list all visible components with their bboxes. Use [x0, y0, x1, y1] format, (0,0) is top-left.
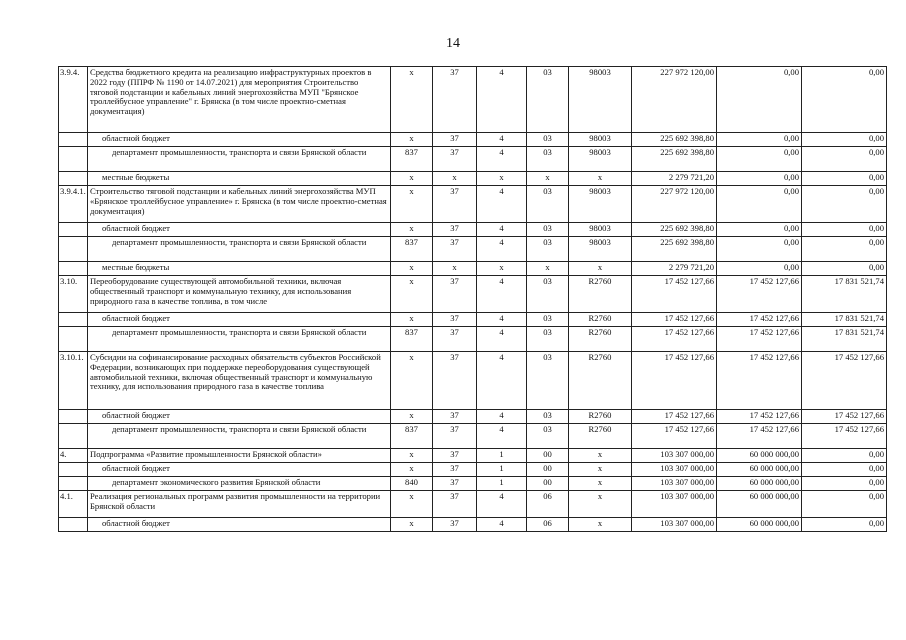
code-event: 00 — [527, 477, 569, 491]
code-gp: х — [391, 313, 433, 327]
code-direction: R2760 — [569, 276, 632, 313]
row-number — [59, 262, 88, 276]
value-year-2: 60 000 000,00 — [717, 491, 802, 518]
row-name: местные бюджеты — [88, 172, 391, 186]
value-year-3: 0,00 — [802, 463, 887, 477]
row-name: областной бюджет — [88, 463, 391, 477]
value-year-2: 17 452 127,66 — [717, 313, 802, 327]
row-number — [59, 223, 88, 237]
code-program: 37 — [433, 477, 477, 491]
code-subprogram: 1 — [477, 477, 527, 491]
value-year-1: 17 452 127,66 — [632, 313, 717, 327]
table-row — [59, 223, 887, 237]
value-year-1: 17 452 127,66 — [632, 352, 717, 410]
table-row — [59, 424, 887, 449]
row-name: департамент промышленности, транспорта и связи Брянской области — [88, 237, 391, 262]
value-year-1: 103 307 000,00 — [632, 518, 717, 532]
code-direction: х — [569, 172, 632, 186]
value-year-3: 0,00 — [802, 186, 887, 223]
code-event: 03 — [527, 327, 569, 352]
table-row — [59, 262, 887, 276]
row-number — [59, 147, 88, 172]
code-program: 37 — [433, 410, 477, 424]
row-number: 3.9.4. — [59, 67, 88, 133]
code-event: 06 — [527, 518, 569, 532]
table-row — [59, 449, 887, 463]
row-number — [59, 477, 88, 491]
code-subprogram: 4 — [477, 237, 527, 262]
code-program: 37 — [433, 491, 477, 518]
row-name: Переоборудование существующей автомобильной техники, включая общественный транспорт и коммунальную технику, для использования природного газа в качестве топлива, в том числе — [88, 276, 391, 313]
value-year-3: 0,00 — [802, 477, 887, 491]
code-program: х — [433, 262, 477, 276]
table-row — [59, 67, 887, 133]
value-year-3: 0,00 — [802, 262, 887, 276]
code-program: 37 — [433, 223, 477, 237]
table-row — [59, 237, 887, 262]
value-year-1: 225 692 398,80 — [632, 223, 717, 237]
table-row — [59, 133, 887, 147]
code-gp: х — [391, 223, 433, 237]
code-direction: х — [569, 477, 632, 491]
value-year-2: 0,00 — [717, 237, 802, 262]
code-gp: х — [391, 410, 433, 424]
code-program: 37 — [433, 424, 477, 449]
value-year-3: 17 831 521,74 — [802, 276, 887, 313]
table-row — [59, 186, 887, 223]
value-year-2: 17 452 127,66 — [717, 410, 802, 424]
code-direction: х — [569, 518, 632, 532]
value-year-2: 17 452 127,66 — [717, 327, 802, 352]
code-subprogram: 4 — [477, 518, 527, 532]
value-year-3: 17 452 127,66 — [802, 352, 887, 410]
row-name: департамент промышленности, транспорта и связи Брянской области — [88, 147, 391, 172]
value-year-2: 0,00 — [717, 67, 802, 133]
value-year-2: 0,00 — [717, 186, 802, 223]
code-gp: х — [391, 449, 433, 463]
value-year-1: 2 279 721,20 — [632, 262, 717, 276]
code-program: 37 — [433, 147, 477, 172]
value-year-3: 17 452 127,66 — [802, 424, 887, 449]
code-program: 37 — [433, 327, 477, 352]
value-year-2: 60 000 000,00 — [717, 477, 802, 491]
code-subprogram: 4 — [477, 424, 527, 449]
code-gp: х — [391, 352, 433, 410]
value-year-3: 0,00 — [802, 449, 887, 463]
code-subprogram: х — [477, 172, 527, 186]
code-direction: 98003 — [569, 133, 632, 147]
code-direction: 98003 — [569, 186, 632, 223]
code-direction: R2760 — [569, 424, 632, 449]
row-number — [59, 463, 88, 477]
code-program: 37 — [433, 463, 477, 477]
value-year-3: 0,00 — [802, 147, 887, 172]
value-year-2: 17 452 127,66 — [717, 424, 802, 449]
value-year-2: 0,00 — [717, 262, 802, 276]
code-event: 03 — [527, 67, 569, 133]
code-gp: х — [391, 186, 433, 223]
code-gp: х — [391, 67, 433, 133]
code-direction: х — [569, 491, 632, 518]
value-year-3: 0,00 — [802, 172, 887, 186]
code-subprogram: 4 — [477, 352, 527, 410]
value-year-3: 0,00 — [802, 237, 887, 262]
value-year-2: 60 000 000,00 — [717, 449, 802, 463]
value-year-2: 17 452 127,66 — [717, 276, 802, 313]
code-event: х — [527, 262, 569, 276]
value-year-1: 225 692 398,80 — [632, 133, 717, 147]
code-gp: х — [391, 133, 433, 147]
code-subprogram: 4 — [477, 67, 527, 133]
value-year-1: 17 452 127,66 — [632, 410, 717, 424]
table-row — [59, 491, 887, 518]
row-name: областной бюджет — [88, 518, 391, 532]
code-program: 37 — [433, 237, 477, 262]
code-event: 03 — [527, 223, 569, 237]
value-year-1: 2 279 721,20 — [632, 172, 717, 186]
code-direction: х — [569, 463, 632, 477]
value-year-1: 17 452 127,66 — [632, 327, 717, 352]
value-year-2: 0,00 — [717, 223, 802, 237]
row-number — [59, 237, 88, 262]
row-name: департамент экономического развития Брянской области — [88, 477, 391, 491]
table-row — [59, 276, 887, 313]
code-event: 03 — [527, 410, 569, 424]
value-year-2: 0,00 — [717, 147, 802, 172]
budget-table — [58, 66, 887, 532]
code-program: 37 — [433, 276, 477, 313]
code-event: 03 — [527, 352, 569, 410]
value-year-3: 17 831 521,74 — [802, 313, 887, 327]
code-direction: 98003 — [569, 67, 632, 133]
code-program: 37 — [433, 186, 477, 223]
row-name: Средства бюджетного кредита на реализацию инфраструктурных проектов в 2022 году (ППРФ № 1190 от 14.07.2021) для мероприятия Строительство тяговой подстанции и кабельных линий энергохозяйства МУП "Брянское троллейбусное управление" г. Брянска (в том числе проектно-сметная документация) — [88, 67, 391, 133]
table-row — [59, 313, 887, 327]
value-year-1: 17 452 127,66 — [632, 424, 717, 449]
code-subprogram: 1 — [477, 449, 527, 463]
table-row — [59, 352, 887, 410]
code-event: 03 — [527, 237, 569, 262]
code-direction: R2760 — [569, 352, 632, 410]
code-direction: 98003 — [569, 237, 632, 262]
value-year-3: 17 452 127,66 — [802, 410, 887, 424]
row-name: Реализация региональных программ развития промышленности на территории Брянской области — [88, 491, 391, 518]
code-direction: 98003 — [569, 223, 632, 237]
code-gp: х — [391, 463, 433, 477]
code-subprogram: 4 — [477, 133, 527, 147]
row-name: департамент промышленности, транспорта и связи Брянской области — [88, 424, 391, 449]
code-program: 37 — [433, 133, 477, 147]
value-year-3: 0,00 — [802, 518, 887, 532]
code-gp: 837 — [391, 327, 433, 352]
code-subprogram: 4 — [477, 186, 527, 223]
row-name: местные бюджеты — [88, 262, 391, 276]
code-gp: х — [391, 491, 433, 518]
table-row — [59, 410, 887, 424]
table-row — [59, 518, 887, 532]
value-year-2: 60 000 000,00 — [717, 518, 802, 532]
row-number — [59, 518, 88, 532]
value-year-1: 227 972 120,00 — [632, 186, 717, 223]
code-event: 03 — [527, 186, 569, 223]
code-program: 37 — [433, 449, 477, 463]
value-year-1: 103 307 000,00 — [632, 477, 717, 491]
row-name: областной бюджет — [88, 313, 391, 327]
code-event: 06 — [527, 491, 569, 518]
row-number: 3.10.1. — [59, 352, 88, 410]
row-name: областной бюджет — [88, 133, 391, 147]
code-program: 37 — [433, 313, 477, 327]
code-subprogram: 4 — [477, 410, 527, 424]
value-year-1: 17 452 127,66 — [632, 276, 717, 313]
value-year-3: 0,00 — [802, 133, 887, 147]
code-subprogram: 4 — [477, 147, 527, 172]
code-gp: х — [391, 262, 433, 276]
code-event: 03 — [527, 424, 569, 449]
code-gp: х — [391, 276, 433, 313]
code-gp: х — [391, 172, 433, 186]
code-event: 03 — [527, 313, 569, 327]
value-year-3: 0,00 — [802, 223, 887, 237]
row-number: 3.9.4.1. — [59, 186, 88, 223]
value-year-1: 225 692 398,80 — [632, 237, 717, 262]
value-year-3: 0,00 — [802, 67, 887, 133]
row-number: 3.10. — [59, 276, 88, 313]
value-year-2: 0,00 — [717, 172, 802, 186]
code-gp: х — [391, 518, 433, 532]
value-year-2: 17 452 127,66 — [717, 352, 802, 410]
code-subprogram: 4 — [477, 313, 527, 327]
table-row — [59, 147, 887, 172]
code-program: 37 — [433, 67, 477, 133]
code-gp: 837 — [391, 237, 433, 262]
row-name: Субсидии на софинансирование расходных обязательств субъектов Российской Федерации, возникающих при поддержке переоборудования существующей автомобильной техники, включая общественный транспорт и коммунальную технику, для использования природного газа в качестве топлива — [88, 352, 391, 410]
value-year-1: 103 307 000,00 — [632, 491, 717, 518]
row-number — [59, 424, 88, 449]
code-direction: х — [569, 262, 632, 276]
value-year-1: 103 307 000,00 — [632, 463, 717, 477]
code-event: 03 — [527, 276, 569, 313]
code-direction: 98003 — [569, 147, 632, 172]
code-event: 00 — [527, 449, 569, 463]
value-year-2: 60 000 000,00 — [717, 463, 802, 477]
code-direction: R2760 — [569, 313, 632, 327]
value-year-1: 225 692 398,80 — [632, 147, 717, 172]
code-gp: 837 — [391, 424, 433, 449]
row-number — [59, 327, 88, 352]
code-subprogram: 4 — [477, 276, 527, 313]
value-year-1: 103 307 000,00 — [632, 449, 717, 463]
code-event: х — [527, 172, 569, 186]
code-direction: R2760 — [569, 327, 632, 352]
table-row — [59, 327, 887, 352]
code-subprogram: 4 — [477, 327, 527, 352]
value-year-2: 0,00 — [717, 133, 802, 147]
row-number: 4.1. — [59, 491, 88, 518]
row-number — [59, 410, 88, 424]
row-name: департамент промышленности, транспорта и связи Брянской области — [88, 327, 391, 352]
code-subprogram: х — [477, 262, 527, 276]
value-year-1: 227 972 120,00 — [632, 67, 717, 133]
table-row — [59, 172, 887, 186]
code-direction: R2760 — [569, 410, 632, 424]
code-subprogram: 4 — [477, 223, 527, 237]
row-number — [59, 172, 88, 186]
code-gp: 837 — [391, 147, 433, 172]
page-number: 14 — [446, 36, 460, 51]
code-event: 03 — [527, 147, 569, 172]
row-number — [59, 313, 88, 327]
code-program: 37 — [433, 518, 477, 532]
code-event: 00 — [527, 463, 569, 477]
value-year-3: 17 831 521,74 — [802, 327, 887, 352]
row-number: 4. — [59, 449, 88, 463]
code-program: х — [433, 172, 477, 186]
row-name: Строительство тяговой подстанции и кабельных линий энергохозяйства МУП «Брянское троллейбусное управление» г. Брянска (в том числе проектно-сметная документация) — [88, 186, 391, 223]
code-event: 03 — [527, 133, 569, 147]
code-program: 37 — [433, 352, 477, 410]
row-name: Подпрограмма «Развитие промышленности Брянской области» — [88, 449, 391, 463]
code-subprogram: 4 — [477, 491, 527, 518]
value-year-3: 0,00 — [802, 491, 887, 518]
table-row — [59, 463, 887, 477]
row-name: областной бюджет — [88, 410, 391, 424]
code-direction: х — [569, 449, 632, 463]
row-number — [59, 133, 88, 147]
code-gp: 840 — [391, 477, 433, 491]
table-row — [59, 477, 887, 491]
code-subprogram: 1 — [477, 463, 527, 477]
row-name: областной бюджет — [88, 223, 391, 237]
